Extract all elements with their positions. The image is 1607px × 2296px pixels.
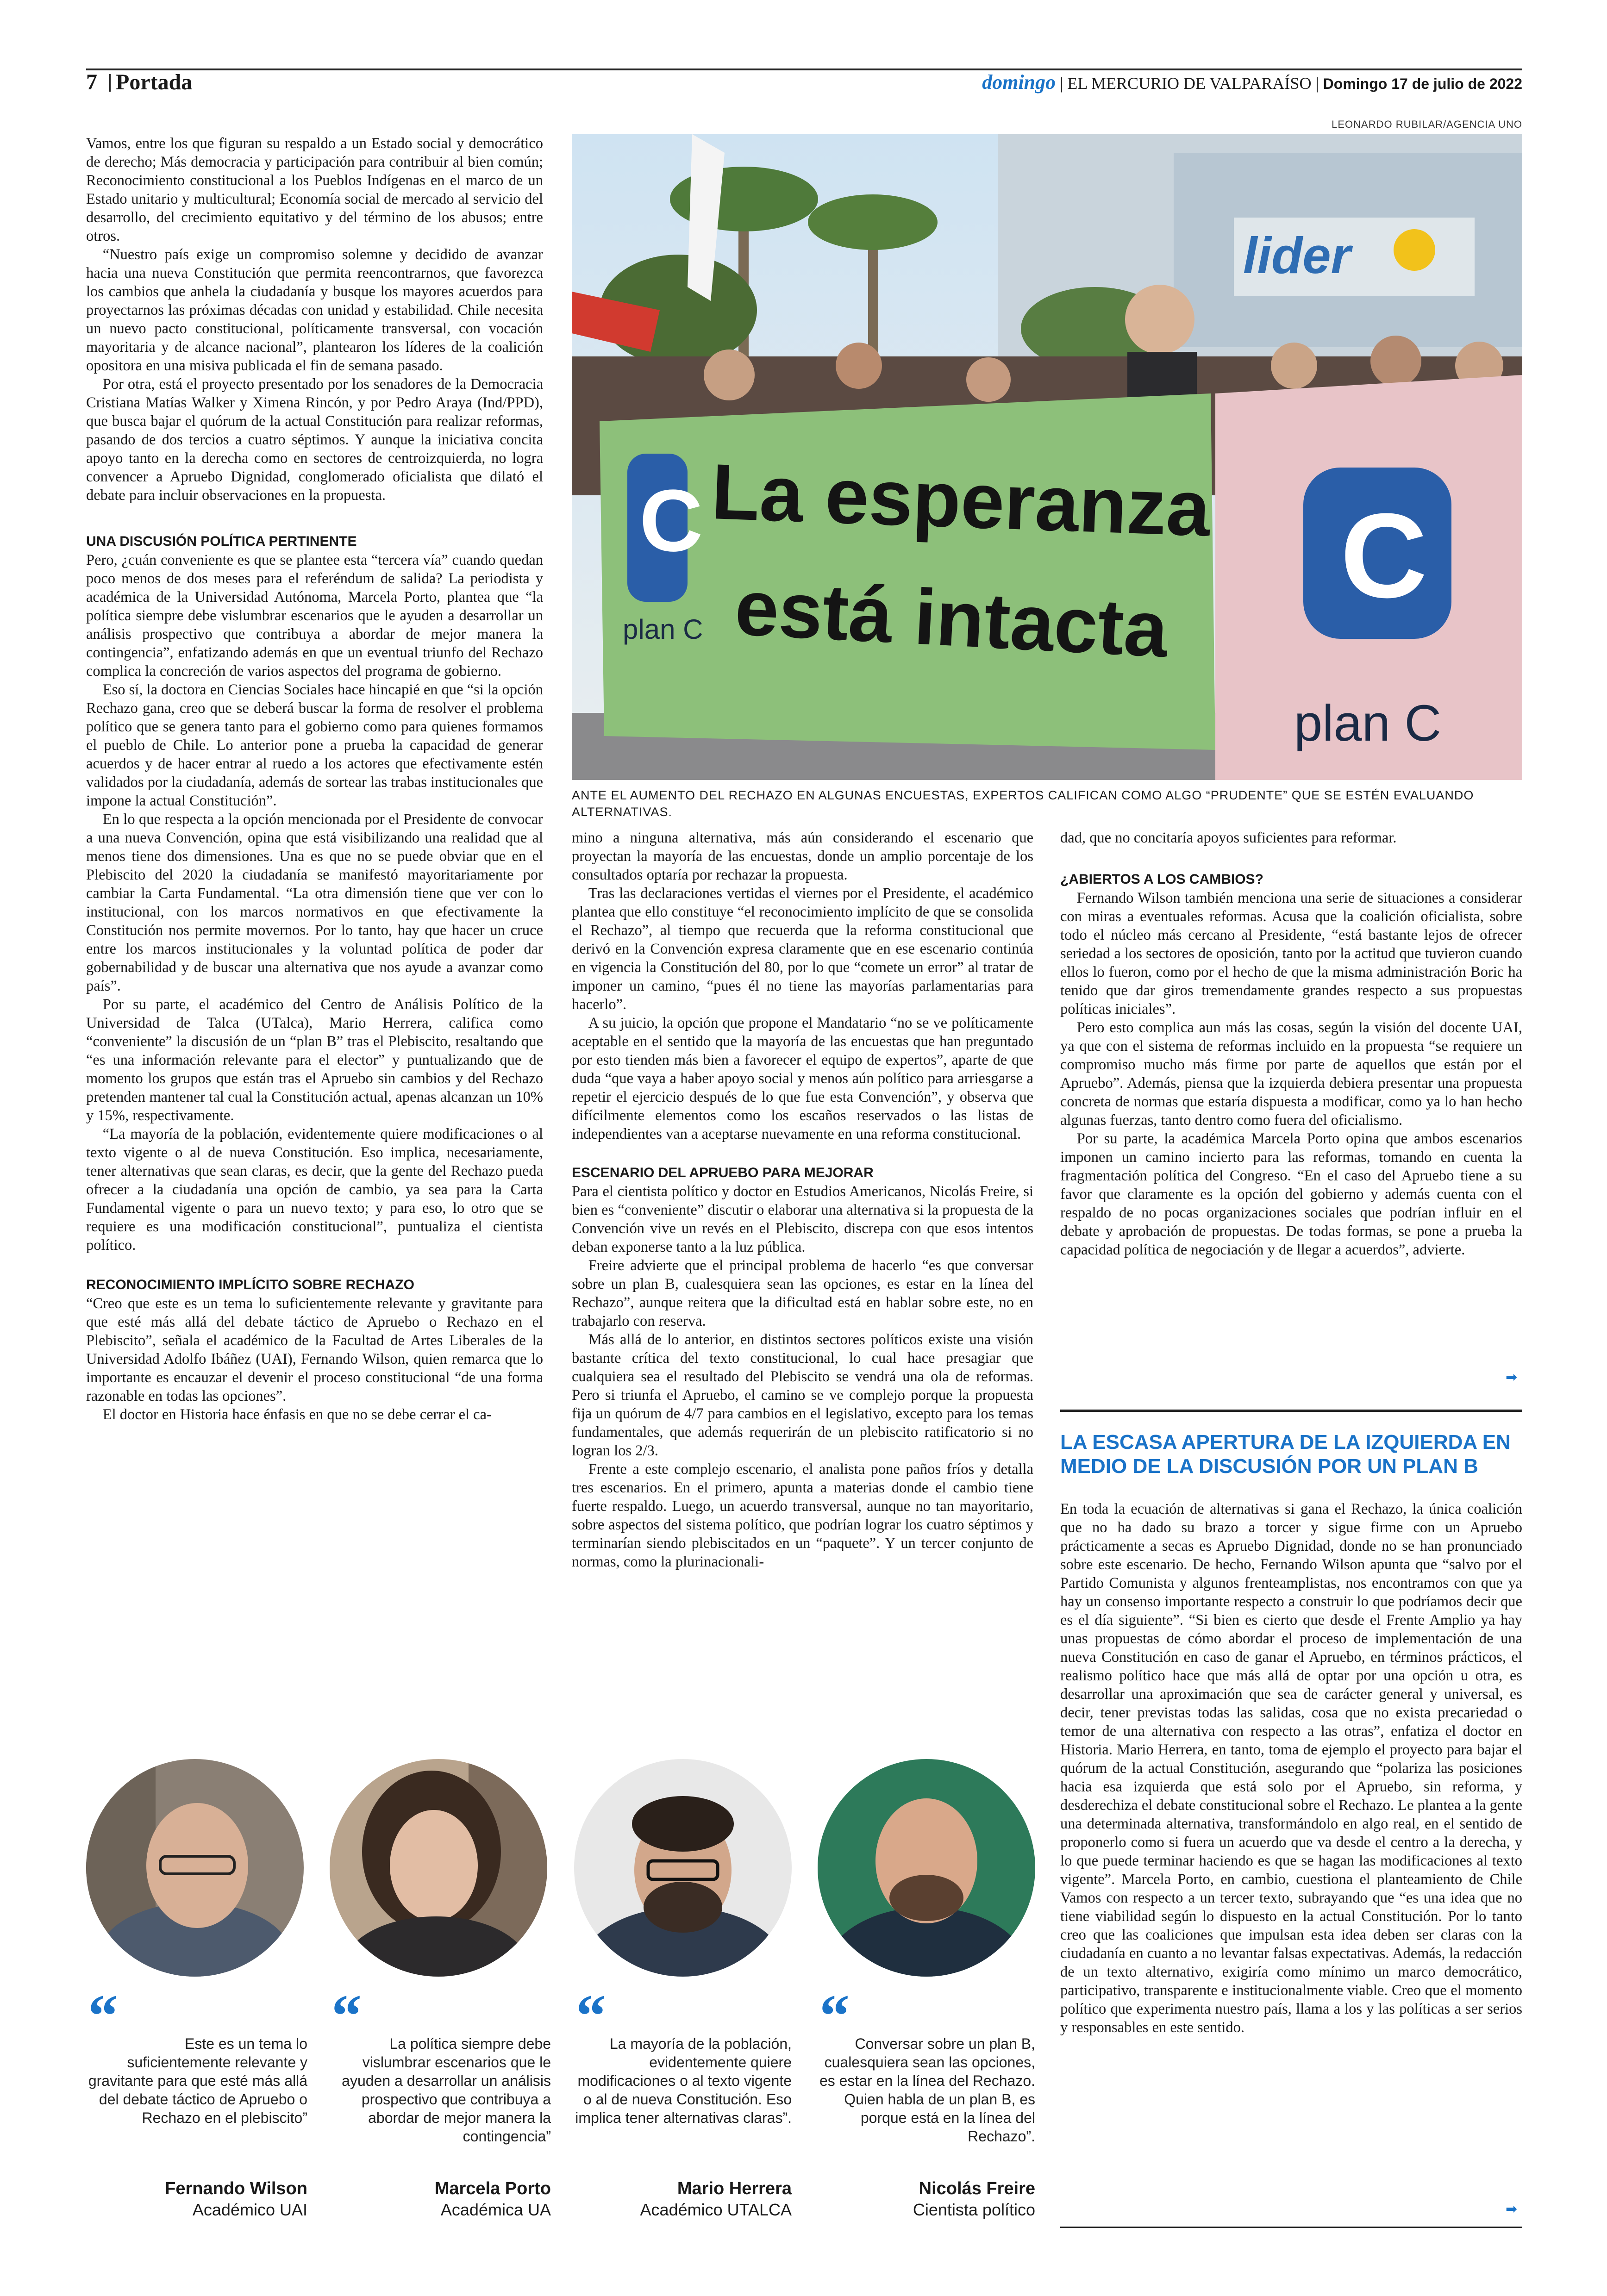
paragraph: “Nuestro país exige un compromiso solemne y decidido de avanzar hacia una nueva Constitución que permita reencontrarnos, que favorezca los cambios que anhela la ciudadanía y busque los mayores acuerdos para proyectarnos las próximas décadas con unidad y estabilidad. Chile necesita un nuevo pacto constitucional, políticamente transversal, con vocación mayoritaria y de alcance nacional”, plantearon los líderes de la coalición opositora en una misiva publicada el fin de semana pasado. — [86, 246, 543, 374]
end-arrow-icon: ➡ — [1506, 2202, 1518, 2217]
lead-photo — [572, 134, 1522, 780]
paragraph: Más allá de lo anterior, en distintos sectores políticos existe una visión bastante crítica del texto constitucional, lo cual hace presagiar que cualquiera sea el resultado del Plebiscito se vendrá una ola de reformas. Pero si triunfa el Apruebo, el camino se ve complejo porque la propuesta fija un quórum de 4/7 para cambios en el legislativo, excepto para los temas fundamentales, que además requerirán de un plebiscito ratificatorio si no logran los 2/3. — [572, 1331, 1033, 1459]
portrait-marcela-porto — [330, 1759, 547, 1977]
paragraph: “Creo que este es un tema lo suficientemente relevante y gravitante para que esté más allá del debate táctico de Apruebo o Rechazo en el Plebiscito”, señala el académico de la Facultad de Artes Liberales de la Universidad Adolfo Ibáñez (UAI), Fernando Wilson, quien remarca que lo importante es encauzar el devenir el proceso constitucional “de una forma razonable en todas las opciones”. — [86, 1295, 543, 1404]
sidebar-body — [1060, 1500, 1522, 2037]
subheading: ESCENARIO DEL APRUEBO PARA MEJORAR — [572, 1165, 874, 1180]
paragraph: En lo que respecta a la opción mencionada por el Presidente de convocar a una nueva Convención, opina que está visibilizando una realidad que al menos tiene dos dimensiones. Una es que no se puede obviar que en el Plebiscito del 2020 la ciudadanía se manifestó mayoritariamente por cambiar la Carta Fundamental. “La otra dimensión tiene que ver con lo institucional, con los marcos normativos en que efectivamente la Constitución nos permite movernos. Por lo tanto, hay que hacer un cruce entre los marcos institucionales y la voluntad política de poder dar gobernabilidad y de buscar una alternativa que nos ayude a avanzar como país”. — [86, 811, 543, 994]
subheading: ¿ABIERTOS A LOS CAMBIOS? — [1060, 872, 1263, 887]
sidebar-bottom-rule — [1060, 2227, 1522, 2228]
quote-author-role: Académico UAI — [192, 2200, 307, 2219]
sidebar-rule — [1060, 1410, 1522, 1412]
article-column-2 — [572, 829, 1033, 1571]
paragraph: Freire advierte que el principal problema de hacerlo “es que conversar sobre un plan B, cualesquiera sean las opciones, es estar en la línea del Rechazo”, aunque reitera que la dificultad está en hablar sobre este, no en trabajarlo con reserva. — [572, 1257, 1033, 1329]
paragraph: El doctor en Historia hace énfasis en que no se debe cerrar el ca- — [102, 1406, 492, 1423]
photo-credit: LEONARDO RUBILAR/AGENCIA UNO — [1332, 119, 1522, 130]
quote-mark-icon: “ — [576, 1983, 606, 2049]
paragraph: En toda la ecuación de alternativas si gana el Rechazo, la única coalición que no ha dado su brazo a torcer y sigue firme con un Apruebo prácticamente a secas es Apruebo Dignidad, donde no se han pronunciado sobre este escenario. De hecho, Fernando Wilson apunta que “salvo por el Partido Comunista y algunos frenteamplistas, nos encontramos con que ya hay un consenso importante respecto a construir lo que podríamos decir que es el día siguiente”. “Si bien es cierto que desde el Frente Amplio ya hay unas propuestas de cómo abordar el proceso de implementación de una nueva Constitución en caso de ganar el Apruebo, en términos prácticos, el realismo político hace que más allá de optar por una opción u otra, es desarrollar una aproximación que sea de carácter general y universal, es decir, tener previstas todas las salidas, cosa que no exista precariedad o temor de una alternativa con respecto a las otras”, enfatiza el doctor en Historia. Mario Herrera, en tanto, toma de ejemplo el proyecto para bajar el quórum de la actual Constitución, asegurando que “polariza las posiciones hacia esa izquierda que está solo por el Apruebo, sin reforma, y desderechiza el debate constitucional sobre el Rechazo. Le plantea a la gente una determinada alternativa, transformándolo en algo real, en el sentido de proponerlo como si fuera un acuerdo que va desde el centro a la derecha, y lo que puede terminar haciendo es que se hagan las modificaciones al texto vigente”. Marcela Porto, en cambio, cuestiona el planteamiento de Chile Vamos con respecto a un tercer texto, subrayando que “es una idea que no tiene viabilidad según lo dispuesto en la actual Constitución. Por lo tanto creo que las coaliciones que impulsan esta idea deben ser claras con la ciudadanía en cuanto a no levantar falsas expectativas. Además, la redacción de un texto alternativo, exigiría como mínimo un marco democrático, participativo, transparente e institucionalmente viable. Creo que el momento político que experimenta nuestro país, llama a los y las políticas a ser serios y responsables en este sentido. — [1060, 1501, 1522, 2036]
photo-caption: ANTE EL AUMENTO DEL RECHAZO EN ALGUNAS ENCUESTAS, EXPERTOS CALIFICAN COMO ALGO “PRUDENTE” QUE SE ESTÉN EVALUANDO ALTERNATIVAS. — [572, 788, 1474, 819]
supplement-brand: domingo — [982, 71, 1056, 94]
paragraph: Pero esto complica aun más las cosas, según la visión del docente UAI, ya que con el sistema de reformas incluido en la propuesta “se requiere un compromiso mucho más firme por parte de aquellos que están por el Apruebo”. Además, piensa que la izquierda debiera presentar una propuesta concreta de normas que estaría dispuesta a modificar, como ya lo han hecho algunas fuerzas, tanto dentro como fuera del oficialismo. — [1060, 1019, 1522, 1129]
paragraph: Por su parte, la académica Marcela Porto opina que ambos escenarios imponen un camino incierto para las reformas, tomando en cuenta la fragmentación política del Congreso. “En el caso del Apruebo tiene a su favor que claramente es la opción del gobierno y además cuenta con el respaldo de no pocas organizaciones sociales que podrían influir en el debate y aprobación de propuestas. De todas formas, se pone a prueba la capacidad política de negociación y de llegar a acuerdos”, advierte. — [1060, 1130, 1522, 1258]
newspaper-name: EL MERCURIO DE VALPARAÍSO — [1067, 74, 1312, 93]
pull-quote: La mayoría de la población, evidentemente quiere modificaciones o al texto vigente o al de nueva Constitución. Eso implica tener alternativas claras”. — [575, 2035, 792, 2126]
paragraph: Eso sí, la doctora en Ciencias Sociales hace hincapié en que “si la opción Rechazo gana, creo que se deberá buscar la forma de resolver el problema político que se genera tanto para el gobierno como para quienes formamos el pueblo de Chile. Lo anterior pone a prueba la capacidad de generar acuerdos y de hacer entrar al ruedo a los actores que efectivamente estén validados por la ciudadanía, además de sortear las trabas institucionales que impone la actual Constitución”. — [86, 681, 543, 809]
quote-author-role: Cientista político — [913, 2200, 1035, 2219]
subheading: RECONOCIMIENTO IMPLÍCITO SOBRE RECHAZO — [86, 1277, 414, 1292]
continue-arrow-icon: ➡ — [1506, 1370, 1518, 1385]
banner-logo-letter: C — [639, 472, 703, 570]
paragraph: Por otra, está el proyecto presentado por los senadores de la Democracia Cristiana Matías Walker y Ximena Rincón, y por Pedro Araya (Ind/PPD), que busca bajar el quórum de la actual Constitución para realizar reformas, pasando de dos tercios a cuatro séptimos. Y aunque la iniciativa concita apoyo tanto en la derecha como en sectores de centroizquierda, no logra convencer a Apruebo Dignidad, conglomerado oficialista que dilató el debate para incluir observaciones en la propuesta. — [86, 376, 543, 504]
paragraph: “La mayoría de la población, evidentemente quiere modificaciones o al texto vigente o al de nueva Constitución. Eso implica, necesariamente, tener alternativas que sean claras, es decir, que la gente del Rechazo pueda ofrecer a la ciudadanía una opción de cambio, ya sea para la Carta Fundamental vigente o para un nuevo texto; y para eso, lo otro que se requiere es una modificación constitucional”, puntualiza el cientista político. — [86, 1126, 543, 1254]
article-column-3 — [1060, 829, 1522, 1259]
paragraph: mino a ninguna alternativa, más aún considerando el escenario que proyectan la mayoría de las encuestas, donde un amplio porcentaje de los consultados optaría por rechazar la propuesta. — [572, 830, 1033, 883]
quote-author-name: Nicolás Freire — [919, 2179, 1035, 2198]
pull-quote: Conversar sobre un plan B, cualesquiera sean las opciones, es estar en la línea del Rechazo. Quien habla de un plan B, es porque está en la línea del Rechazo”. — [819, 2035, 1035, 2145]
portrait-fernando-wilson — [86, 1759, 304, 1977]
quote-author-name: Mario Herrera — [677, 2179, 792, 2198]
store-sign: lider — [1243, 227, 1351, 284]
banner-slogan-1: La esperanza — [710, 448, 1212, 553]
paragraph: Frente a este complejo escenario, el analista pone paños fríos y detalla tres escenarios. En el primero, apunta a materias donde el cambio tiene fuerte respaldo. Luego, un acuerdo transversal, aunque no tan mayoritario, sobre aspectos del sistema político, que podrían lograr los cuatro séptimos y terminarían siendo plebiscitados en un “paquete”. Y un tercer conjunto de normas, como la plurinacionali- — [572, 1461, 1033, 1570]
paragraph: Fernando Wilson también menciona una serie de situaciones a considerar con miras a eventuales reformas. Acusa que la coalición oficialista, sobre todo el núcleo más cercano al Presidente, “está bastante lejos de ofrecer seriedad a los sectores de oposición, tanto por la actitud que tuvieron cuando ellos lo fueron, como por el hecho de que la misma administración Boric ha tenido que dar giros tremendamente grandes respecto a sus propuestas políticas iniciales”. — [1060, 890, 1522, 1017]
banner-slogan-2: está intacta — [733, 563, 1170, 674]
paragraph: Vamos, entre los que figuran su respaldo a un Estado social y democrático de derecho; Más democracia y participación para contribuir al bien común; Reconocimiento constitucional a los Pueblos Indígenas en el marco de un Estado unitario y multicultural; Economía social de mercado al servicio del desarrollo, del crecimiento equitativo y del término de los abusos; entre otros. — [86, 135, 543, 244]
quote-author-role: Académica UA — [440, 2200, 551, 2219]
page-number: 7 — [86, 70, 97, 94]
portrait-mario-herrera — [574, 1759, 792, 1977]
paragraph: Pero, ¿cuán conveniente es que se plantee esta “tercera vía” cuando quedan poco menos de dos meses para el referéndum de salida? La periodista y académica de la Universidad Autónoma, Marcela Porto, plantea que “la política siempre debe vislumbrar escenarios que le ayuden a desarrollar un análisis prospectivo que contribuya a abordar de mejor manera la contingencia”, enfatizando además en que un eventual triunfo del Rechazo complica la concreción de varios aspectos del programa de gobierno. — [86, 552, 543, 680]
article-column-1 — [86, 134, 543, 1424]
pull-quote: La política siempre debe vislumbrar escenarios que le ayuden a desarrollar un análisis prospectivo que contribuya a abordar de mejor manera la contingencia” — [342, 2035, 551, 2145]
paragraph: Tras las declaraciones vertidas el viernes por el Presidente, el académico plantea que ello constituye “el reconocimiento implícito de que se consolida el Rechazo”, al tiempo que recuerda que la reforma constitucional que derivó en la Convención expresa claramente que en ese escenario continúa en vigencia la Constitución del 80, por lo que “comete un error” al tratar de imponer un camino, “pues él no tiene las mayorías parlamentarias para hacerlo”. — [572, 885, 1033, 1013]
issue-date: Domingo 17 de julio de 2022 — [1323, 75, 1522, 92]
paragraph: Para el cientista político y doctor en Estudios Americanos, Nicolás Freire, si bien es “conveniente” discutir o elaborar una alternativa si la propuesta de la Convención vive un revés en el Plebiscito, discrepa con que esos intentos deban exponerse tanto a la luz pública. — [572, 1183, 1033, 1255]
portrait-nicolas-freire — [818, 1759, 1035, 1977]
quote-mark-icon: “ — [88, 1983, 118, 2049]
quote-author-name: Fernando Wilson — [165, 2179, 307, 2198]
quote-mark-icon: “ — [819, 1983, 850, 2049]
pull-quote: Este es un tema lo suficientemente relevante y gravitante para que esté más allá del debate táctico de Apruebo o Rechazo en el plebiscito” — [88, 2035, 307, 2126]
banner-logo-text: plan C — [623, 614, 703, 645]
sidebar-title: LA ESCASA APERTURA DE LA IZQUIERDA EN MEDIO DE LA DISCUSIÓN POR UN PLAN B — [1060, 1431, 1511, 1478]
subheading: UNA DISCUSIÓN POLÍTICA PERTINENTE — [86, 534, 357, 549]
masthead: domingo | EL MERCURIO DE VALPARAÍSO | Domingo 17 de julio de 2022 — [982, 71, 1522, 94]
paragraph: dad, que no concitaría apoyos suficientes para reformar. — [1060, 830, 1397, 846]
quote-mark-icon: “ — [331, 1983, 362, 2049]
header-separator — [109, 74, 111, 92]
section-name: Portada — [116, 70, 193, 94]
banner-logo-letter-2: C — [1340, 489, 1427, 623]
banner-logo-text-2: plan C — [1294, 695, 1441, 752]
quote-author-name: Marcela Porto — [434, 2179, 551, 2198]
paragraph: Por su parte, el académico del Centro de Análisis Político de la Universidad de Talca (UTalca), Mario Herrera, califica como “conveniente” la discusión de un “plan B” tras el Plebiscito, resaltando que “es una información relevante para el elector” y puntualizando que de momento los grupos que están tras el Apruebo sin cambios y del Rechazo pretenden mantener tal cual la Constitución actual, apenas alcanzan un 10% y 15%, respectivamente. — [86, 996, 543, 1124]
paragraph: A su juicio, la opción que propone el Mandatario “no se ve políticamente aceptable en el sentido que la mayoría de las encuestas que han preguntado por esto tienden más bien a favorecer el equipo de expertos”, aparte de que duda “que vaya a haber apoyo social y menos aún político para arriesgarse a repetir el ejercicio después de lo que fue esta Convención”, y observa que difícilmente elementos como los escaños reservados o las listas de independientes van a aceptarse nuevamente en una reforma constitucional. — [572, 1015, 1033, 1142]
quote-author-role: Académico UTALCA — [640, 2200, 792, 2219]
